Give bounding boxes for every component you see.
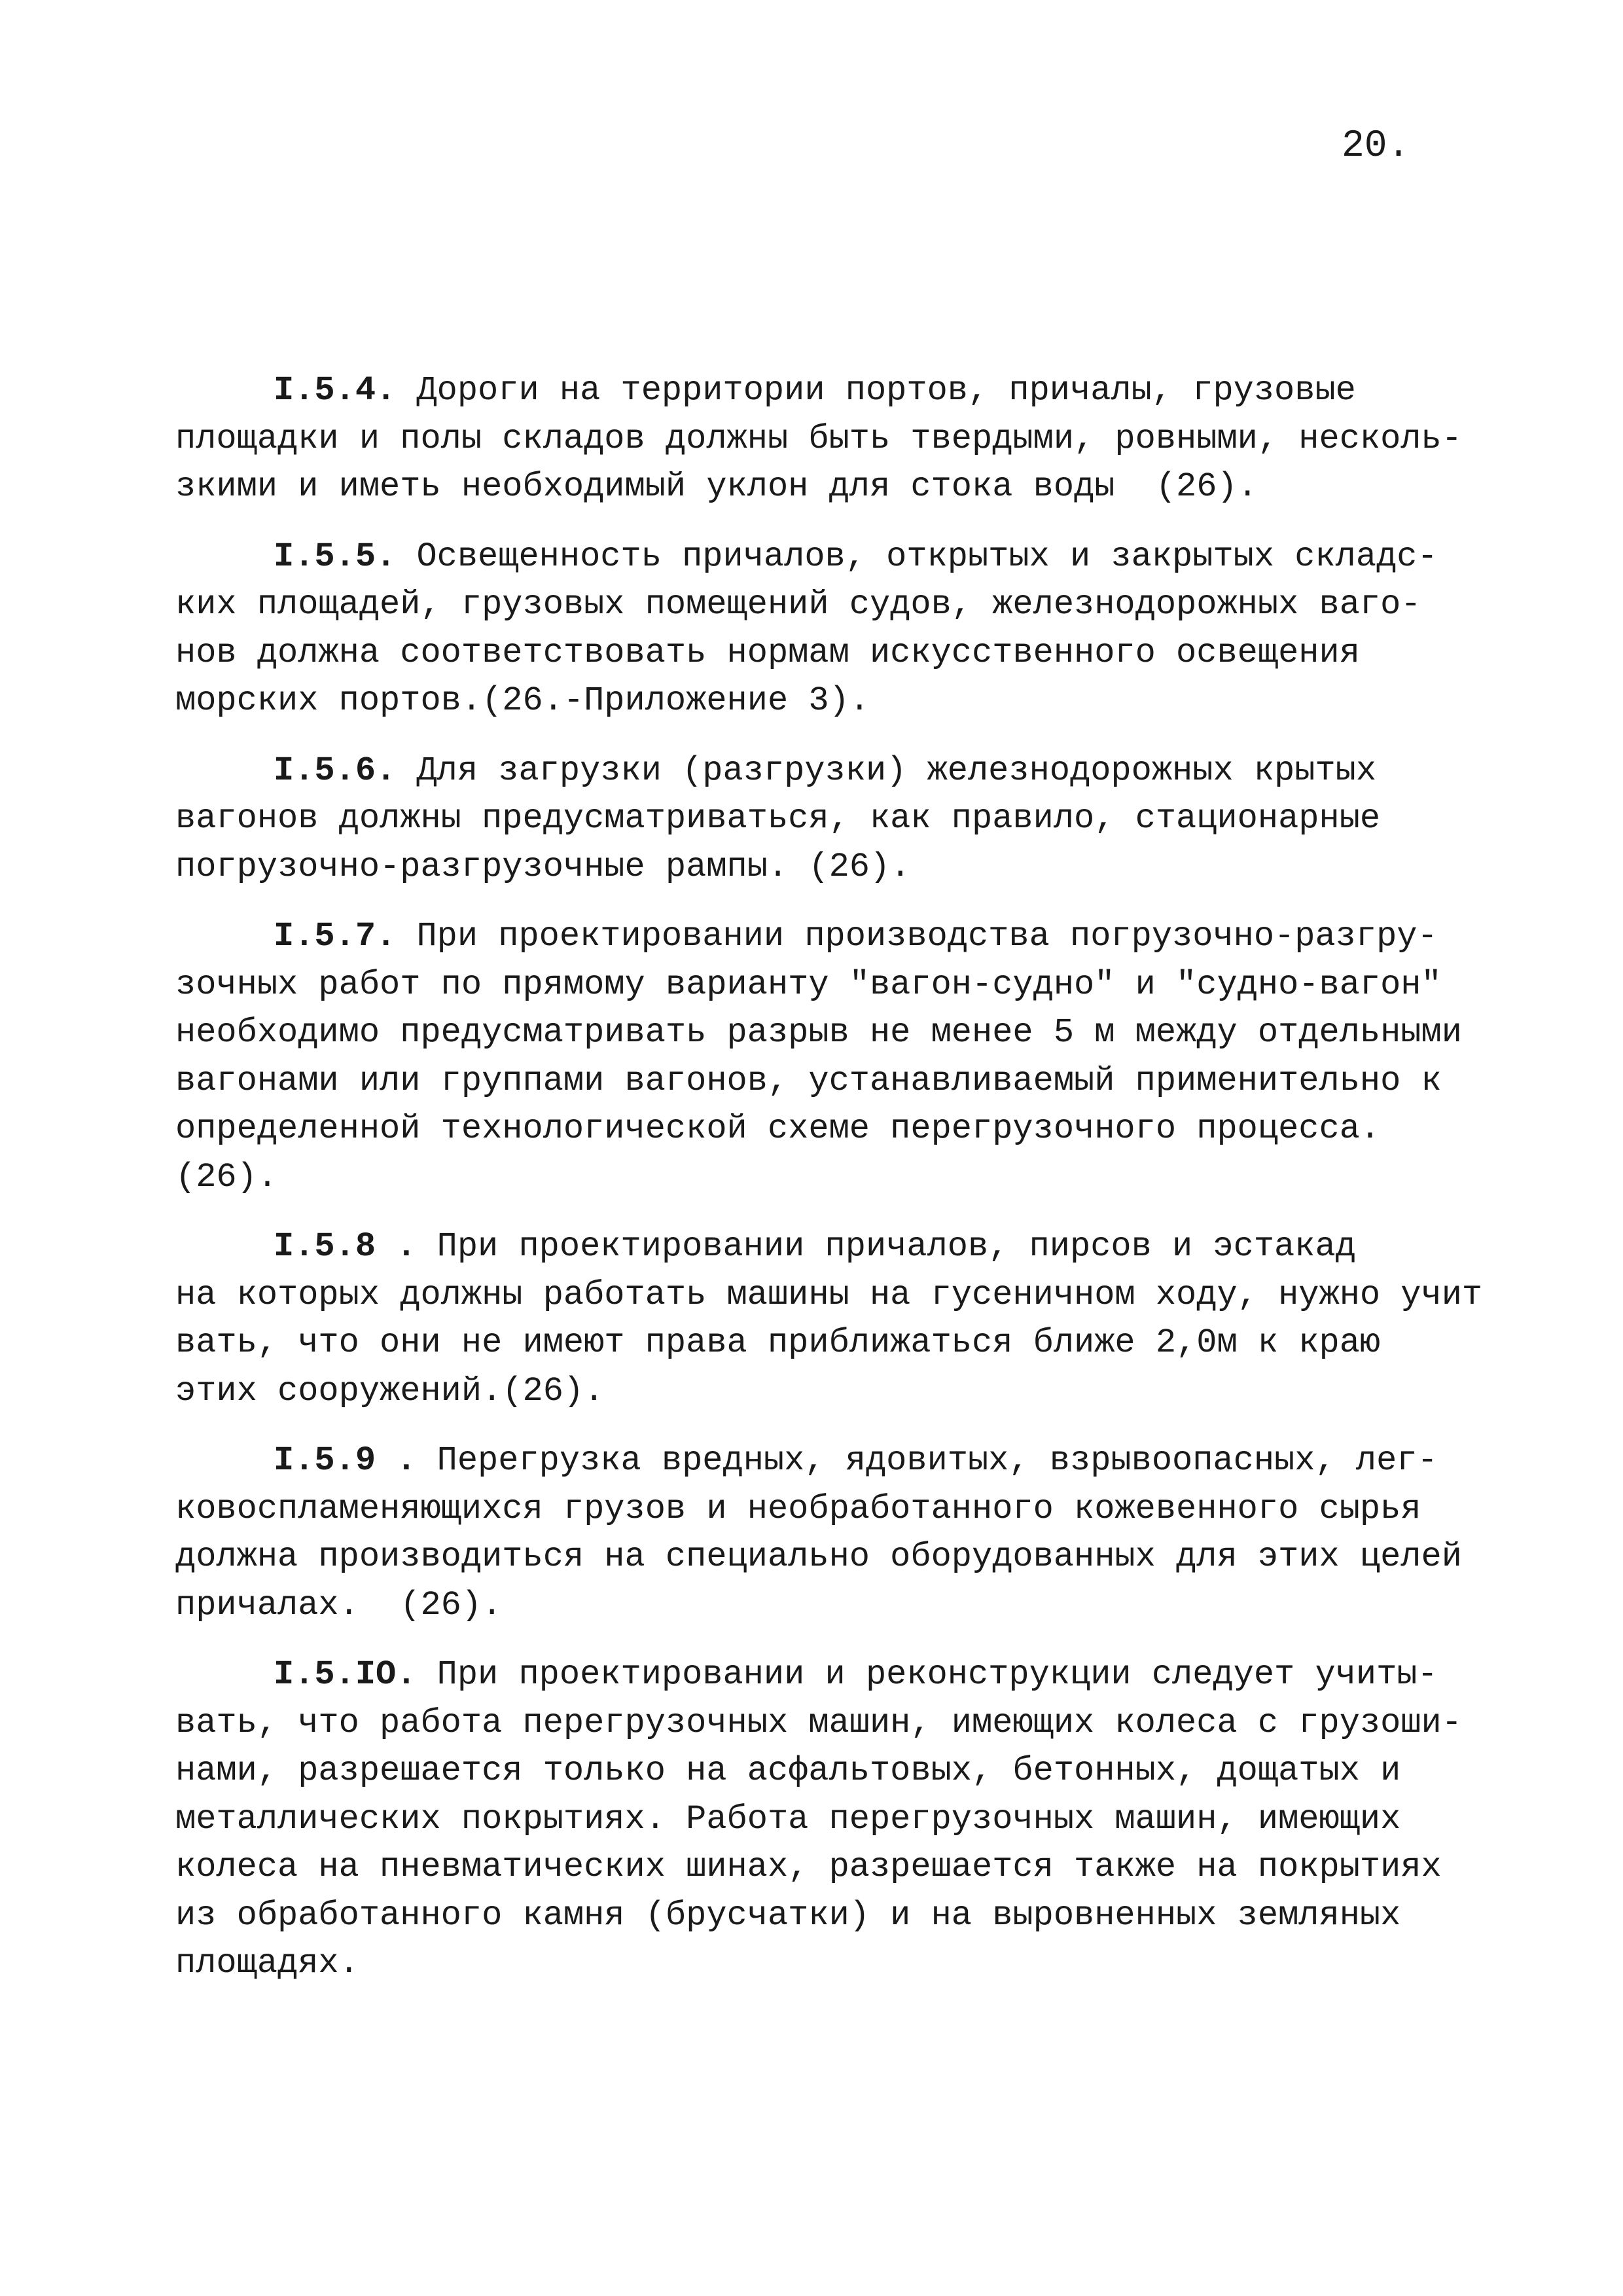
paragraph-line: ких площадей, грузовых помещений судов, железнодорожных ваго- (175, 585, 1421, 624)
paragraph-line: ковоспламеняющихся грузов и необработанного кожевенного сырья (175, 1489, 1421, 1528)
paragraph-line: погрузочно-разгрузочные рампы. (26). (175, 847, 911, 886)
paragraph-line: вагонами или группами вагонов, устанавливаемый применительно к (175, 1061, 1442, 1100)
paragraph-number: I.5.5. (274, 537, 397, 576)
line-text: При проектировании причалов, пирсов и эстакад (416, 1227, 1356, 1266)
paragraph-line: нов должна соответствовать нормам искусственного освещения (175, 633, 1360, 672)
paragraph-line: этих сооружений.(26). (175, 1371, 605, 1410)
paragraph-line (175, 912, 1491, 961)
paragraph-number: I.5.9 . (274, 1441, 417, 1480)
paragraph-line: вать, что работа перегрузочных машин, имеющих колеса с грузоши- (175, 1703, 1462, 1742)
paragraph-line: (26). (175, 1157, 278, 1196)
line-text: Для загрузки (разгрузки) железнодорожных крытых (396, 751, 1377, 790)
paragraph-1-5-9 (175, 1437, 1491, 1629)
paragraph-line: зочных работ по прямому варианту "вагон-судно" и "судно-вагон" (175, 965, 1442, 1004)
paragraph-line: площадки и полы складов должны быть твердыми, ровными, несколь- (175, 419, 1462, 458)
paragraph-line: площадях. (175, 1944, 359, 1982)
paragraph-line: металлических покрытиях. Работа перегрузочных машин, имеющих (175, 1799, 1401, 1839)
paragraph-line (175, 1651, 1491, 1699)
paragraph-number: I.5.IO. (274, 1655, 417, 1694)
line-text: При проектировании производства погрузочно-разгру- (396, 917, 1438, 956)
paragraph-number: I.5.4. (274, 371, 397, 410)
paragraph-1-5-5 (175, 533, 1491, 725)
line-text: При проектировании и реконструкции следует учиты- (416, 1655, 1438, 1694)
paragraph-1-5-7 (175, 912, 1491, 1201)
paragraph-line (175, 367, 1491, 415)
line-text: Освещенность причалов, открытых и закрытых складс- (396, 537, 1438, 576)
paragraph-1-5-8 (175, 1223, 1491, 1415)
paragraph-number: I.5.7. (274, 917, 397, 956)
paragraph-line: морских портов.(26.-Приложение 3). (175, 681, 870, 720)
paragraph-1-5-10 (175, 1651, 1491, 1988)
paragraph-1-5-6 (175, 747, 1491, 891)
paragraph-number: I.5.6. (274, 751, 397, 790)
paragraph-line: вать, что они не имеют права приближаться ближе 2,0м к краю (175, 1323, 1381, 1362)
page-number: 20. (1342, 125, 1410, 168)
paragraph-line: нами, разрешается только на асфальтовых, бетонных, дощатых и (175, 1751, 1401, 1790)
paragraph-line (175, 1223, 1491, 1271)
paragraph-line: необходимо предусматривать разрыв не менее 5 м между отдельными (175, 1013, 1462, 1052)
paragraph-line (175, 533, 1491, 581)
paragraph-1-5-4 (175, 367, 1491, 511)
line-text: Дороги на территории портов, причалы, грузовые (396, 371, 1356, 410)
paragraph-line: причалах. (26). (175, 1585, 503, 1624)
paragraph-line (175, 747, 1491, 795)
line-text: Перегрузка вредных, ядовитых, взрывоопасных, лег- (416, 1441, 1438, 1480)
paragraph-line: колеса на пневматических шинах, разрешается также на покрытиях (175, 1848, 1442, 1886)
paragraph-line: зкими и иметь необходимый уклон для стока воды (26). (175, 467, 1258, 506)
paragraph-number: I.5.8 . (274, 1227, 417, 1266)
paragraph-line: на которых должны работать машины на гусеничном ходу, нужно учит (175, 1275, 1483, 1314)
paragraph-line: вагонов должны предусматриваться, как правило, стационарные (175, 799, 1381, 838)
paragraph-line: из обработанного камня (брусчатки) и на выровненных земляных (175, 1895, 1401, 1935)
document-body (175, 367, 1491, 2009)
paragraph-line (175, 1437, 1491, 1485)
paragraph-line: должна производиться на специально оборудованных для этих целей (175, 1537, 1462, 1576)
paragraph-line: определенной технологической схеме перегрузочного процесса. (175, 1109, 1381, 1148)
